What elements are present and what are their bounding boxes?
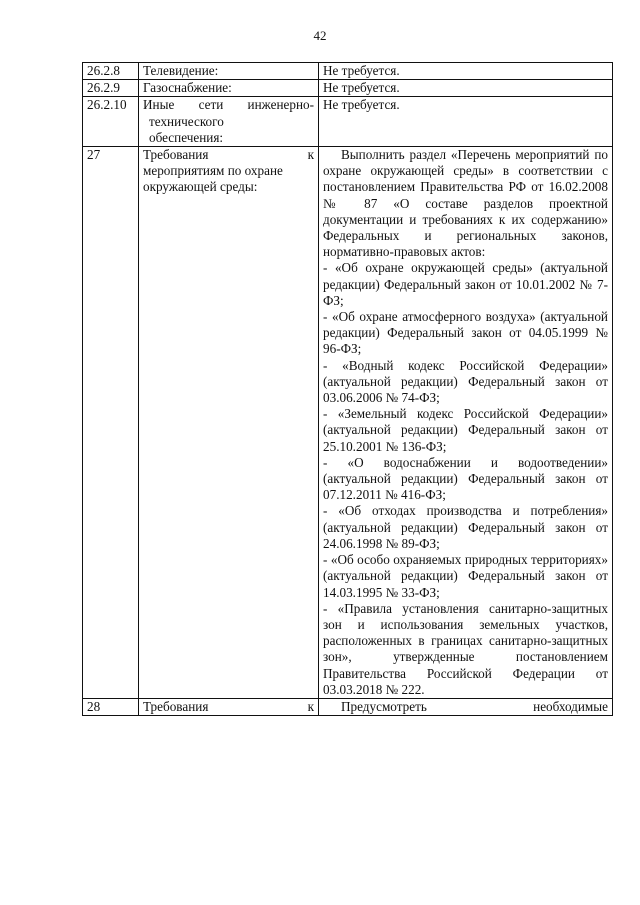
row-value [319, 698, 613, 715]
row-number: 26.2.10 [83, 97, 139, 147]
page-number: 42 [313, 28, 327, 43]
row-name-line: Требования к [143, 698, 314, 714]
table-row [83, 63, 613, 80]
row-value [319, 147, 613, 699]
row-number: 27 [83, 147, 139, 699]
law-item: - «Об охране окружающей среды» (актуальной редакции) Федеральный закон от 10.01.2002 № 7-ФЗ; [323, 260, 608, 308]
row-number: 28 [83, 698, 139, 715]
row-name-line: технического [149, 113, 224, 129]
row-number: 26.2.9 [83, 80, 139, 97]
value-paragraph: Выполнить раздел «Перечень мероприятий по охране окружающей среды» в соответствии с постановлением Правительства РФ от 16.02.2008 № 87 «О составе разделов проектной документации и требованиях к их содержанию» Федеральных и региональных законов, нормативно-правовых актов: [323, 147, 608, 260]
row-name-line: обеспечения: [149, 129, 224, 145]
row-name [139, 97, 319, 147]
value-paragraph: Предусмотреть необходимые [341, 698, 608, 714]
row-value: Не требуется. [319, 97, 613, 147]
row-name [139, 147, 319, 699]
law-item: - «Правила установления санитарно-защитных зон и использования земельных участков, расположенных в границах санитарно-защитных зон», утвержденные постановлением Правительства Российской Федерации от 03.03.2018 № 222. [323, 600, 608, 697]
law-item: - «Об отходах производства и потребления» (актуальной редакции) Федеральный закон от 24.06.1998 № 89-ФЗ; [323, 503, 608, 551]
law-item: - «Об особо охраняемых природных территориях» (актуальной редакции) Федеральный закон от 14.03.1995 № 33-ФЗ; [323, 552, 608, 600]
law-item: - «Земельный кодекс Российской Федерации» (актуальной редакции) Федеральный закон от 25.10.2001 № 136-ФЗ; [323, 406, 608, 454]
row-name [139, 698, 319, 715]
law-item: - «Об охране атмосферного воздуха» (актуальной редакции) Федеральный закон от 04.05.1999 № 96-ФЗ; [323, 309, 608, 357]
row-number: 26.2.8 [83, 63, 139, 80]
table-row [83, 97, 613, 147]
row-value: Не требуется. [319, 80, 613, 97]
row-name-line: Иные сети инженерно- [143, 97, 314, 113]
row-name-line: Требования к [143, 147, 314, 163]
table-row [83, 698, 613, 715]
row-name: Газоснабжение: [139, 80, 319, 97]
law-item: - «Водный кодекс Российской Федерации» (актуальной редакции) Федеральный закон от 03.06.2006 № 74-ФЗ; [323, 357, 608, 406]
row-name-line: мероприятиям по охране [143, 163, 283, 179]
table-row [83, 80, 613, 97]
row-value: Не требуется. [319, 63, 613, 80]
row-name: Телевидение: [139, 63, 319, 80]
table-row [83, 147, 613, 699]
requirements-table [82, 62, 613, 716]
row-name-line: окружающей среды: [143, 179, 258, 195]
law-item: - «О водоснабжении и водоотведении» (актуальной редакции) Федеральный закон от 07.12.2011 № 416-ФЗ; [323, 454, 608, 503]
